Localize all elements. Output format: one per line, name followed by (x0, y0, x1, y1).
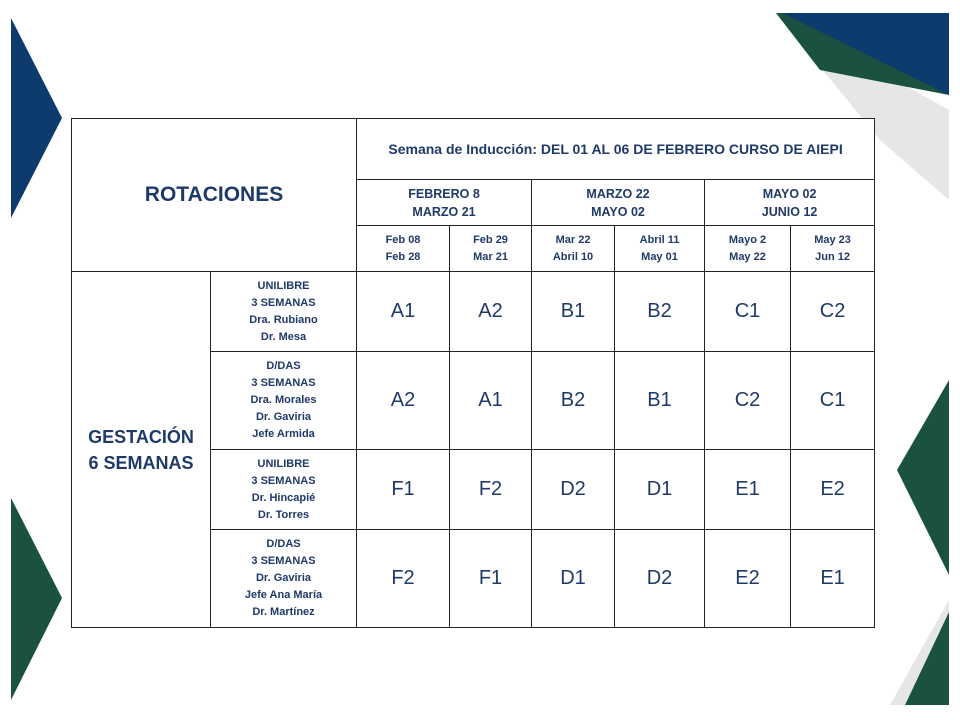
period-date-header: May 23 Jun 12 (791, 226, 875, 272)
rotation-code-cell: E1 (791, 530, 875, 628)
rotation-code-cell: D2 (615, 530, 705, 628)
rotation-code-cell: D2 (532, 450, 615, 530)
rotation-code-cell: C2 (705, 352, 791, 450)
rotation-code-cell: B2 (532, 352, 615, 450)
rotation-code-cell: B1 (615, 352, 705, 450)
period-date-header: Mar 22 Abril 10 (532, 226, 615, 272)
site-cell: UNILIBRE 3 SEMANAS Dra. Rubiano Dr. Mesa (211, 272, 357, 352)
rotation-code-cell: C1 (705, 272, 791, 352)
induction-week-header: Semana de Inducción: DEL 01 AL 06 DE FEBRERO CURSO DE AIEPI (357, 119, 875, 180)
period-group-header: MARZO 22 MAYO 02 (532, 180, 705, 226)
left-navy-triangle (11, 18, 62, 218)
site-cell: UNILIBRE 3 SEMANAS Dr. Hincapié Dr. Torres (211, 450, 357, 530)
rotation-code-cell: A1 (450, 352, 532, 450)
rotation-code-cell: F1 (357, 450, 450, 530)
right-green-shape (897, 380, 949, 575)
rotation-code-cell: E1 (705, 450, 791, 530)
rotation-code-cell: D1 (615, 450, 705, 530)
rotation-code-cell: A2 (450, 272, 532, 352)
site-cell: D/DAS 3 SEMANAS Dra. Morales Dr. Gaviria Jefe Armida (211, 352, 357, 450)
left-green-triangle (11, 498, 62, 700)
rotation-code-cell: A2 (357, 352, 450, 450)
rotation-code-cell: D1 (532, 530, 615, 628)
rotation-code-cell: F1 (450, 530, 532, 628)
period-date-header: Feb 08 Feb 28 (357, 226, 450, 272)
rotations-title: ROTACIONES (72, 119, 357, 272)
period-date-header: Mayo 2 May 22 (705, 226, 791, 272)
rotation-code-cell: E2 (791, 450, 875, 530)
period-date-header: Abril 11 May 01 (615, 226, 705, 272)
rotation-code-cell: F2 (450, 450, 532, 530)
rotation-code-cell: C1 (791, 352, 875, 450)
rotation-code-cell: B2 (615, 272, 705, 352)
rotation-code-cell: A1 (357, 272, 450, 352)
rotation-code-cell: B1 (532, 272, 615, 352)
gestation-section-label: GESTACIÓN 6 SEMANAS (72, 272, 211, 628)
rotation-code-cell: E2 (705, 530, 791, 628)
period-group-header: MAYO 02 JUNIO 12 (705, 180, 875, 226)
period-group-header: FEBRERO 8 MARZO 21 (357, 180, 532, 226)
rotations-table (71, 118, 875, 628)
rotation-code-cell: C2 (791, 272, 875, 352)
rotation-code-cell: F2 (357, 530, 450, 628)
period-date-header: Feb 29 Mar 21 (450, 226, 532, 272)
site-cell: D/DAS 3 SEMANAS Dr. Gaviria Jefe Ana María Dr. Martínez (211, 530, 357, 628)
